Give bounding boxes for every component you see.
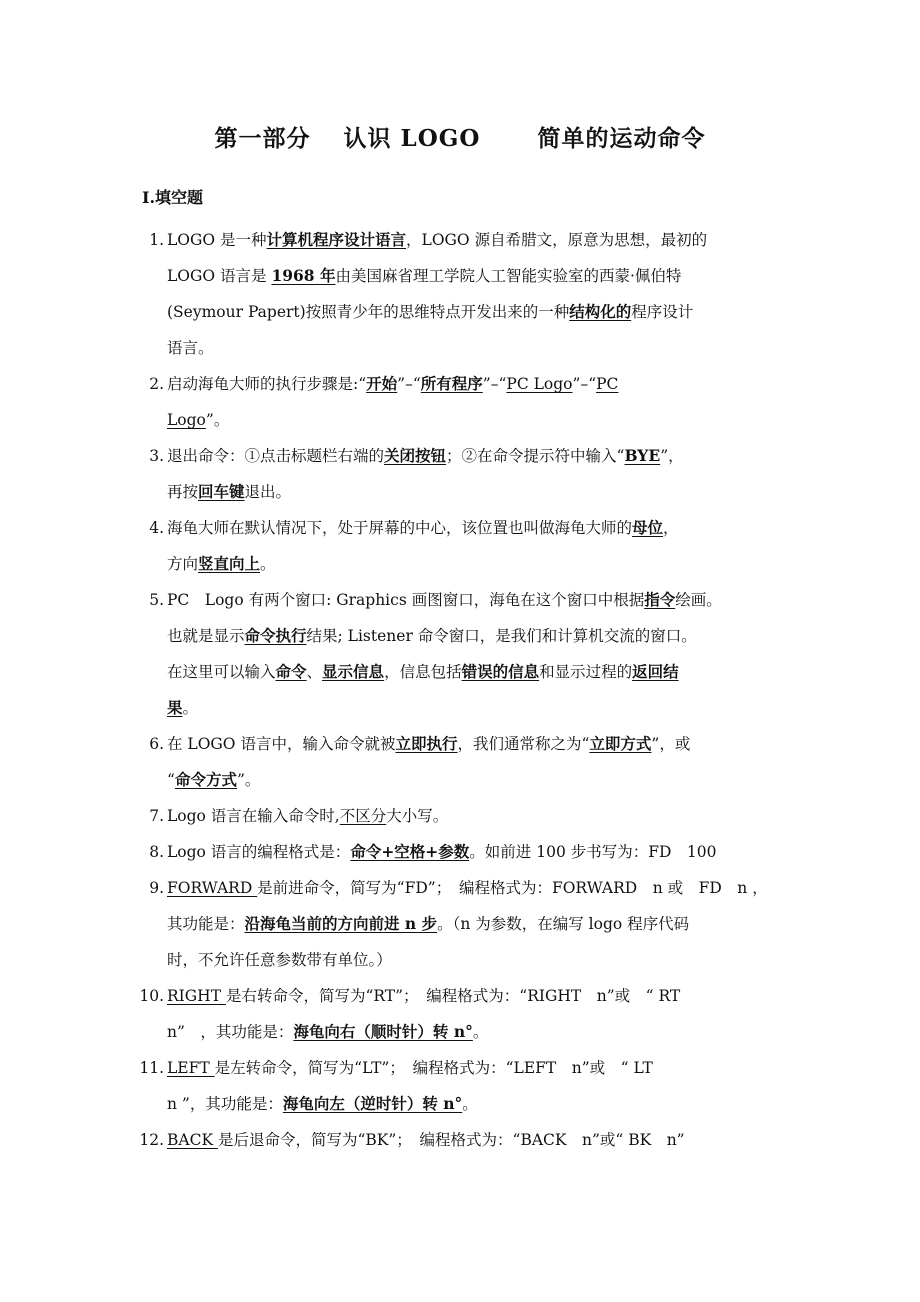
item-text: 结果; Listener 命令窗口，是我们和计算机交流的窗口。 bbox=[306, 627, 697, 645]
answer-blank: 所有程序 bbox=[420, 374, 483, 393]
item-text: 语言。 bbox=[167, 339, 214, 357]
answer-blank: 立即方式 bbox=[589, 734, 652, 753]
list-item bbox=[136, 798, 796, 834]
list-item bbox=[136, 834, 796, 870]
list-item bbox=[136, 726, 796, 798]
item-text: 启动海龟大师的执行步骤是:“ bbox=[167, 375, 367, 393]
item-text: 时，不允许任意参数带有单位。） bbox=[167, 951, 392, 969]
answer-blank: 命令执行 bbox=[244, 626, 307, 645]
answer-blank: 结构化的 bbox=[569, 302, 632, 321]
item-text: 退出。 bbox=[244, 483, 292, 501]
item-number: 9. bbox=[149, 879, 164, 897]
item-text: 是前进命令，简写为“FD”； 编程格式为：FORWARD n 或 FD n ， bbox=[257, 879, 768, 897]
item-text: 。如前进 100 步书写为：FD 100 bbox=[469, 843, 717, 861]
list-item bbox=[136, 510, 796, 582]
list-item bbox=[136, 366, 796, 438]
answer-blank: 不区分 bbox=[339, 807, 387, 825]
item-text: 方向 bbox=[167, 555, 199, 573]
answer-blank: 回车键 bbox=[198, 482, 245, 501]
item-text: ”。 bbox=[236, 771, 261, 789]
item-text: 。 bbox=[260, 555, 276, 573]
answer-blank: BYE bbox=[624, 446, 661, 465]
item-text: ”。 bbox=[205, 411, 230, 429]
item-text: n ”，其功能是： bbox=[167, 1095, 283, 1113]
item-text: 也就是显示 bbox=[167, 627, 245, 645]
item-text: PC Logo 有两个窗口: Graphics 画图窗口，海龟在这个窗口中根据 bbox=[167, 591, 645, 609]
answer-blank: 竖直向上 bbox=[198, 554, 261, 573]
item-text: 是右转命令，简写为“RT”； 编程格式为：“RIGHT n”或 “ RT bbox=[225, 987, 681, 1005]
item-text: (Seymour Papert)按照青少年的思维特点开发出来的一种 bbox=[167, 303, 570, 321]
item-text: ，我们通常称之为“ bbox=[457, 735, 590, 753]
item-number: 8. bbox=[149, 843, 164, 861]
item-text: 退出命令：①点击标题栏右端的 bbox=[167, 447, 385, 465]
answer-blank: BACK bbox=[167, 1131, 218, 1149]
item-text: 是左转命令，简写为“LT”； 编程格式为：“LEFT n”或 “ LT bbox=[214, 1059, 653, 1077]
item-text: 由美国麻省理工学院人工智能实验室的西蒙·佩伯特 bbox=[335, 267, 682, 285]
answer-blank: 果 bbox=[167, 698, 183, 717]
answer-blank: FORWARD bbox=[167, 879, 258, 897]
answer-blank: 返回结 bbox=[632, 662, 679, 681]
item-text: ”–“ bbox=[572, 375, 597, 393]
answer-blank: 母位 bbox=[632, 518, 664, 537]
item-text: 和显示过程的 bbox=[539, 663, 633, 681]
item-text: 。（n 为参数，在编写 logo 程序代码 bbox=[437, 915, 690, 933]
list-item bbox=[136, 438, 796, 510]
item-text: Logo 语言的编程格式是： bbox=[167, 843, 351, 861]
item-text: 在这里可以输入 bbox=[167, 663, 276, 681]
item-text: ，信息包括 bbox=[384, 663, 462, 681]
item-text: Logo 语言在输入命令时, bbox=[167, 807, 340, 825]
item-text: ”–“ bbox=[482, 375, 507, 393]
section-heading: Ⅰ.填空题 bbox=[142, 188, 204, 207]
item-number: 6. bbox=[149, 735, 164, 753]
answer-blank: 沿海龟当前的方向前进 n 步 bbox=[244, 914, 438, 933]
item-text: LOGO 是一种 bbox=[167, 231, 267, 249]
answer-blank: 命令+空格+参数 bbox=[350, 842, 470, 861]
item-number: 3. bbox=[149, 447, 164, 465]
item-number: 11. bbox=[139, 1059, 164, 1077]
item-number: 2. bbox=[149, 375, 164, 393]
answer-blank: RIGHT bbox=[167, 987, 226, 1005]
item-text: 再按 bbox=[167, 483, 199, 501]
question-list bbox=[136, 222, 796, 1158]
list-item bbox=[136, 1050, 796, 1122]
item-text: ；②在命令提示符中输入“ bbox=[446, 447, 625, 465]
item-text: 海龟大师在默认情况下，处于屏幕的中心，该位置也叫做海龟大师的 bbox=[167, 519, 633, 537]
item-text: 是后退命令，简写为“BK”； 编程格式为：“BACK n”或“ BK n” bbox=[217, 1131, 685, 1149]
item-number: 1. bbox=[149, 231, 164, 249]
answer-blank: 错误的信息 bbox=[461, 662, 540, 681]
item-text: 大小写。 bbox=[386, 807, 449, 825]
item-number: 10. bbox=[139, 987, 164, 1005]
item-text: 。 bbox=[472, 1023, 489, 1041]
item-number: 7. bbox=[149, 807, 164, 825]
answer-blank: PC Logo bbox=[506, 375, 573, 393]
answer-blank: 指令 bbox=[644, 590, 676, 609]
item-text: 。 bbox=[182, 699, 199, 717]
item-text: 绘画。 bbox=[675, 591, 722, 609]
list-item bbox=[136, 1122, 796, 1158]
item-number: 4. bbox=[149, 519, 164, 537]
item-text: ， bbox=[663, 519, 679, 537]
item-text: 在 LOGO 语言中，输入命令就被 bbox=[167, 735, 396, 753]
answer-blank: 开始 bbox=[366, 374, 398, 393]
list-item bbox=[136, 870, 796, 978]
page-title: 第一部分 认识 LOGO 简单的运动命令 bbox=[214, 125, 706, 152]
answer-blank: PC bbox=[596, 375, 619, 393]
answer-blank: Logo bbox=[167, 411, 206, 429]
answer-blank: LEFT bbox=[167, 1059, 215, 1077]
answer-blank: 海龟向左（逆时针）转 n° bbox=[282, 1094, 463, 1113]
item-text: 、 bbox=[306, 663, 323, 681]
list-item bbox=[136, 978, 796, 1050]
item-text: ，LOGO 源自希腊文，原意为思想，最初的 bbox=[406, 231, 708, 249]
answer-blank: 1968 年 bbox=[271, 266, 336, 285]
item-number: 12. bbox=[139, 1131, 164, 1149]
answer-blank: 命令 bbox=[275, 662, 307, 681]
item-text: n” ，其功能是： bbox=[167, 1023, 294, 1041]
list-item bbox=[136, 222, 796, 366]
answer-blank: 显示信息 bbox=[322, 662, 385, 681]
item-number: 5. bbox=[149, 591, 164, 609]
item-text: ”–“ bbox=[397, 375, 421, 393]
item-text: “ bbox=[167, 771, 175, 789]
item-text: 程序设计 bbox=[631, 303, 694, 321]
item-text: 。 bbox=[462, 1095, 478, 1113]
list-item bbox=[136, 582, 796, 726]
answer-blank: 立即执行 bbox=[395, 734, 458, 753]
answer-blank: 命令方式 bbox=[174, 770, 237, 789]
answer-blank: 计算机程序设计语言 bbox=[266, 230, 407, 249]
answer-blank: 关闭按钮 bbox=[384, 446, 447, 465]
item-text: ”，或 bbox=[651, 735, 691, 753]
answer-blank: 海龟向右（顺时针）转 n° bbox=[293, 1022, 473, 1041]
item-text: LOGO 语言是 bbox=[167, 267, 272, 285]
item-text: 其功能是： bbox=[167, 915, 245, 933]
item-text: ”， bbox=[660, 447, 684, 465]
